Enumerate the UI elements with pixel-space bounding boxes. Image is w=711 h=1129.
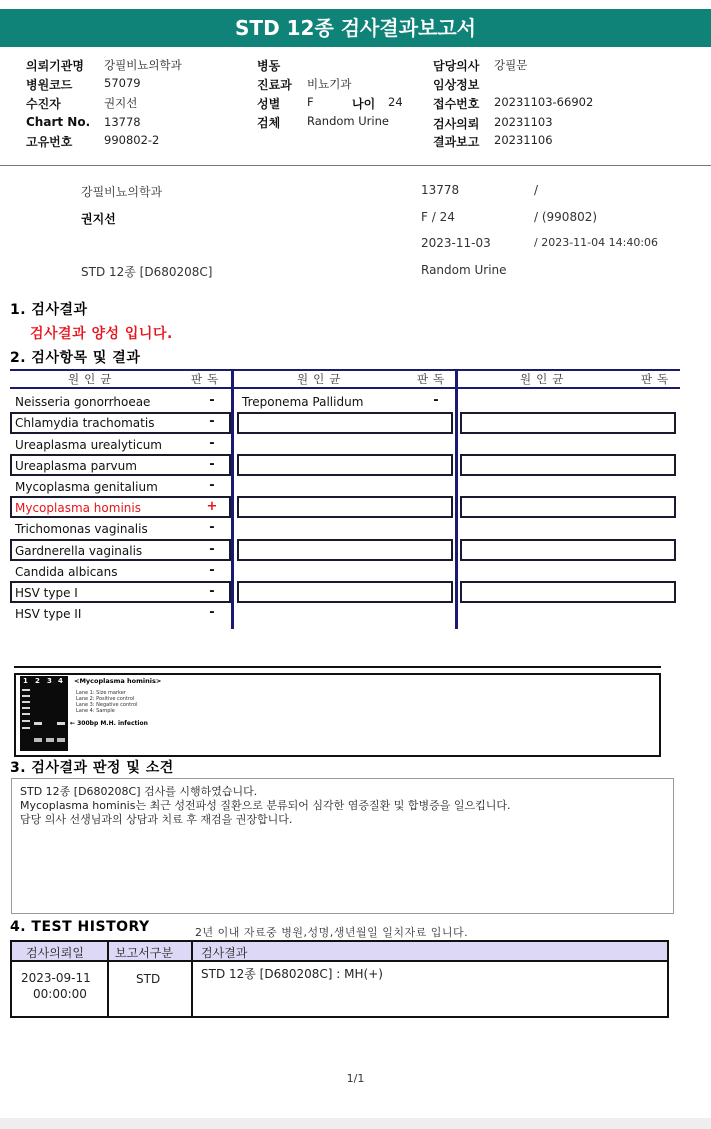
opinion-line: Mycoplasma hominis는 최근 성전파성 질환으로 분류되어 심각한 염증질환 및 합병증을 일으킵니다. (20, 799, 511, 812)
gel-lane-desc: Lane 3: Negative control (76, 702, 138, 708)
gel-lane-desc: Lane 2: Positive control (76, 696, 135, 702)
pathogen-name: Ureaplasma urealyticum (15, 438, 162, 452)
department-label: 진료과 (257, 78, 292, 92)
empty-row-box (460, 412, 676, 434)
request-date-label: 검사의뢰 (433, 117, 480, 131)
receipt-no-label: 접수번호 (433, 97, 480, 111)
col1-judgement-header: 판독 (191, 372, 224, 386)
pathogen-result: - (209, 563, 215, 578)
gel-lane-number: 3 (47, 677, 52, 685)
section2-title: 2. 검사항목 및 결과 (10, 350, 141, 366)
col3-judgement-header: 판독 (641, 372, 674, 386)
pi-sex-age: F / 24 (421, 210, 455, 224)
empty-row-box (237, 454, 453, 476)
history-type: STD (136, 972, 161, 986)
doctor-value: 강필문 (494, 58, 528, 72)
gel-marker-band (22, 727, 30, 729)
patient-label: 수진자 (26, 97, 61, 111)
report-title: STD 12종 검사결과보고서 (0, 9, 711, 47)
history-col-divider (107, 942, 109, 1016)
gel-lane-number: 4 (58, 677, 63, 685)
history-note: 2년 이내 자료중 병원,성명,생년월일 일치자료 입니다. (195, 926, 469, 939)
pathogen-name: Treponema Pallidum (242, 395, 364, 409)
pi-test: STD 12종 [D680208C] (81, 265, 213, 279)
pathogen-result: - (433, 393, 439, 408)
gel-arrow-annotation (70, 720, 148, 727)
col3-pathogen-header: 원인균 (520, 372, 569, 386)
empty-row-box (237, 412, 453, 434)
pi-receipt-date: 2023-11-03 (421, 236, 491, 250)
empty-row-box (460, 496, 676, 518)
empty-row-box (237, 496, 453, 518)
pi-chart: 13778 (421, 183, 460, 197)
pathogen-name: Candida albicans (15, 565, 118, 579)
gel-top-rule (14, 666, 661, 668)
history-date: 2023-09-11 (21, 971, 91, 985)
gel-title: <Mycoplasma hominis> (74, 677, 162, 685)
gel-lane-desc: Lane 4: Sample (76, 708, 115, 714)
col1-pathogen-header: 원인균 (68, 372, 117, 386)
specimen-value: Random Urine (307, 114, 389, 128)
ward-label: 병동 (257, 59, 281, 73)
doctor-label: 담당의사 (433, 59, 480, 73)
pathogen-result: - (209, 478, 215, 493)
empty-row-box (460, 581, 676, 603)
table-header-rule (10, 387, 680, 389)
unique-no-label: 고유번호 (26, 135, 73, 149)
age-label: 나이 (352, 97, 376, 111)
pi-report-datetime: / 2023-11-04 14:40:06 (534, 236, 659, 249)
report-date-value: 20231106 (494, 133, 553, 147)
empty-row-box (460, 454, 676, 476)
gel-sample-band (57, 722, 65, 725)
pathogen-result: - (209, 414, 215, 429)
history-header-date: 검사의뢰일 (26, 946, 84, 960)
pathogen-name: Chlamydia trachomatis (15, 416, 155, 430)
pathogen-result: - (209, 520, 215, 535)
gel-primer-band (46, 738, 54, 742)
pathogen-name: HSV type II (15, 607, 82, 621)
age-value: 24 (388, 95, 403, 109)
department-value: 비뇨기과 (307, 77, 352, 91)
pi-name: 권지선 (81, 212, 116, 226)
gel-arrow-label: 300bp M.H. infection (77, 720, 148, 727)
gel-marker-band (22, 707, 30, 709)
empty-row-box (237, 539, 453, 561)
footer-bar (0, 1118, 711, 1129)
pathogen-result: - (209, 393, 215, 408)
gel-image-frame (14, 673, 661, 757)
history-result: STD 12종 [D680208C] : MH(+) (201, 967, 383, 981)
header-divider (0, 165, 711, 166)
opinion-box (11, 778, 674, 914)
opinion-line: STD 12종 [D680208C] 검사를 시행하였습니다. (20, 785, 258, 798)
pathogen-result: - (209, 542, 215, 557)
sex-value: F (307, 95, 314, 109)
pathogen-name-positive: Mycoplasma hominis (15, 501, 141, 515)
section1-title: 1. 검사결과 (10, 302, 88, 318)
pathogen-result: - (209, 605, 215, 620)
empty-row-box (237, 581, 453, 603)
pathogen-result: - (209, 457, 215, 472)
pathogen-result: - (209, 436, 215, 451)
positive-result-message: 검사결과 양성 입니다. (30, 326, 173, 342)
gel-positive-band (34, 722, 42, 725)
receipt-no-value: 20231103-66902 (494, 95, 594, 109)
pathogen-name: Ureaplasma parvum (15, 459, 137, 473)
col2-pathogen-header: 원인균 (297, 372, 346, 386)
gel-marker-band (22, 689, 30, 691)
gel-marker-band (22, 701, 30, 703)
request-date-value: 20231103 (494, 115, 553, 129)
opinion-line: 담당 의사 선생님과의 상담과 치료 후 재검을 권장합니다. (20, 813, 293, 826)
gel-primer-band (57, 738, 65, 742)
history-header-row (12, 942, 667, 962)
pathogen-name: Gardnerella vaginalis (15, 544, 143, 558)
history-col-divider (191, 942, 193, 1016)
history-time: 00:00:00 (33, 987, 87, 1001)
gel-marker-band (22, 713, 30, 715)
specimen-label: 검체 (257, 116, 281, 130)
pathogen-name: Neisseria gonorrhoeae (15, 395, 151, 409)
gel-marker-band (22, 720, 30, 722)
gel-primer-band (34, 738, 42, 742)
unique-no-value: 990802-2 (104, 133, 160, 147)
pathogen-result-positive: + (206, 499, 218, 514)
empty-row-box (460, 539, 676, 561)
pi-clinic: 강필비뇨의학과 (81, 185, 163, 199)
pathogen-result: - (209, 584, 215, 599)
gel-marker-band (22, 695, 30, 697)
column-divider-2 (455, 369, 458, 629)
pathogen-name: Trichomonas vaginalis (15, 522, 148, 536)
gel-lane-number: 2 (35, 677, 40, 685)
col2-judgement-header: 판독 (417, 372, 450, 386)
chart-no-value: 13778 (104, 115, 141, 129)
pi-slash: / (534, 183, 539, 197)
institution-value: 강필비뇨의학과 (104, 58, 182, 72)
report-date-label: 결과보고 (433, 135, 480, 149)
gel-lane-desc: Lane 1: Size marker (76, 690, 126, 696)
page-number: 1/1 (346, 1072, 365, 1085)
hospital-code-value: 57079 (104, 76, 141, 90)
pathogen-name: HSV type I (15, 586, 78, 600)
sex-label: 성별 (257, 97, 281, 111)
section4-title: 4. TEST HISTORY (10, 919, 150, 935)
hospital-code-label: 병원코드 (26, 78, 73, 92)
history-header-result: 검사결과 (201, 946, 248, 960)
left-arrow-icon: ← (70, 720, 76, 727)
institution-label: 의뢰기관명 (26, 59, 84, 73)
pi-dob: / (990802) (534, 210, 598, 224)
pathogen-name: Mycoplasma genitalium (15, 480, 158, 494)
column-divider-1 (231, 369, 234, 629)
patient-value: 권지선 (104, 96, 138, 110)
history-header-type: 보고서구분 (115, 946, 173, 960)
section3-title: 3. 검사결과 판정 및 소견 (10, 760, 174, 776)
history-table (10, 940, 669, 1018)
gel-lane-number: 1 (23, 677, 28, 685)
chart-no-label: Chart No. (26, 115, 91, 129)
pi-specimen: Random Urine (421, 263, 507, 277)
clinical-label: 임상정보 (433, 78, 480, 92)
